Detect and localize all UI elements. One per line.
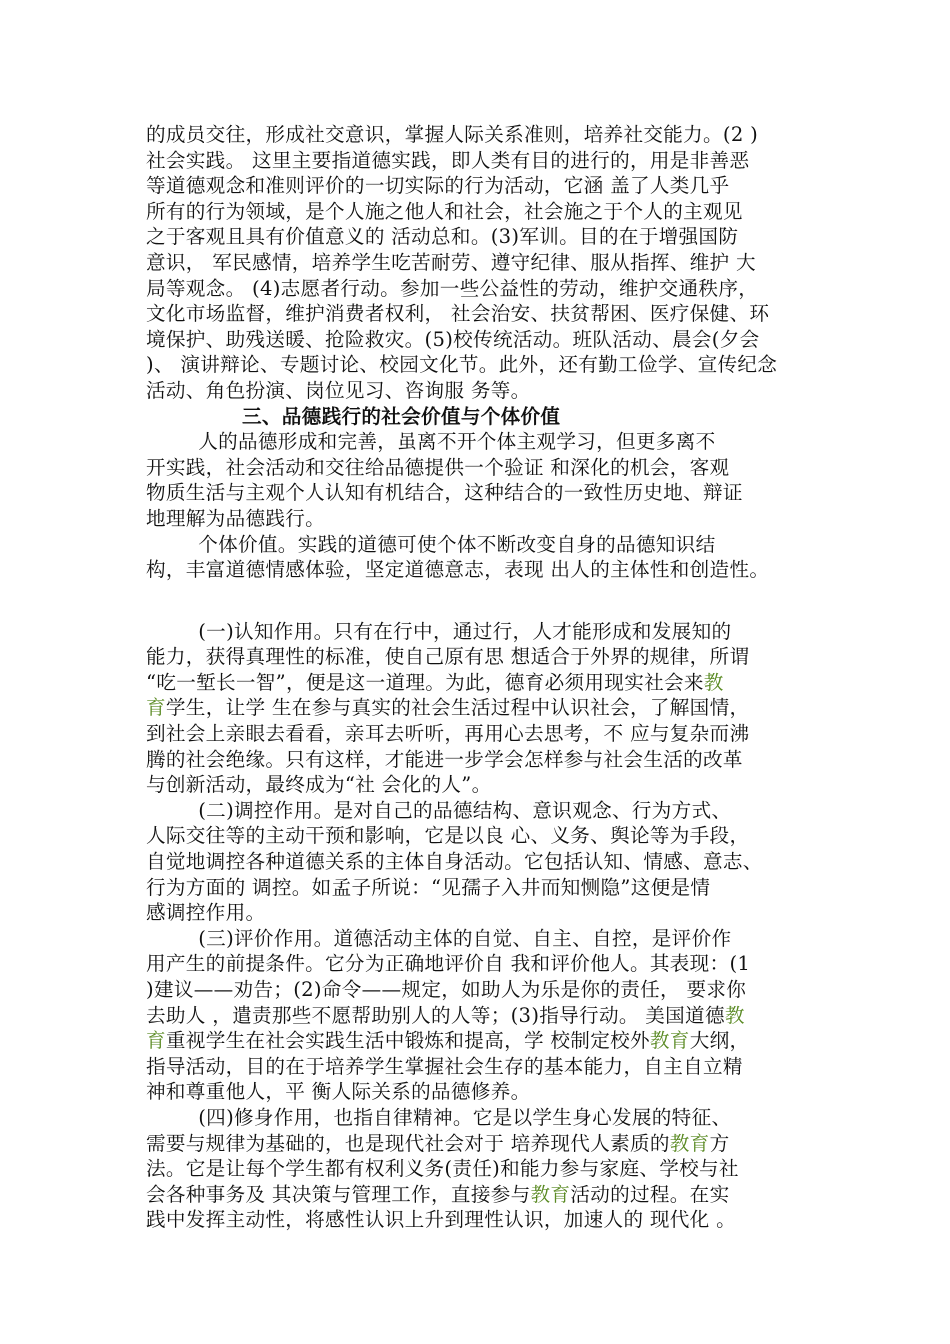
text-segment: 重视学生在社会实践生活中锻炼和提高，学 校制定校外 <box>165 1029 650 1053</box>
text-line: 等道德观念和准则评价的一切实际的行为活动，它涵 盖了人类几乎 <box>146 174 730 198</box>
text-line: 物质生活与主观个人认知有机结合，这种结合的一致性历史地、辩证 <box>146 481 743 505</box>
text-line <box>146 1131 822 1157</box>
document-body <box>146 122 822 1233</box>
text-line: 开实践，社会活动和交往给品德提供一个验证 和深化的机会，客观 <box>146 455 730 479</box>
keyword-link[interactable]: 教 <box>724 1003 745 1027</box>
text-line: 意识， 军民感情，培养学生吃苦耐劳、遵守纪律、服从指挥、维护 大 <box>146 250 756 274</box>
text-line: 践中发挥主动性，将感性认识上升到理性认识，加速人的 现代化 。 <box>146 1208 736 1232</box>
text-line: 能力，获得真理性的标准，使自己原有思 想适合于外界的规律，所谓 <box>146 645 750 669</box>
text-line: )建议——劝告；(2)命令——规定，如助人为乐是你的责任， 要求你 <box>146 978 747 1001</box>
text-line: 活动、角色扮演、岗位见习、咨询服 务等。 <box>146 378 531 402</box>
text-line <box>146 1003 822 1029</box>
text-line: 所有的行为领域，是个人施之他人和社会，社会施之于个人的主观见 <box>146 199 743 223</box>
text-line: 用产生的前提条件。它分为正确地评价自 我和评价他人。其表现：(1 <box>146 952 751 976</box>
text-line: 构，丰富道德情感体验，坚定道德意志，表现 出人的主体性和创造性。 <box>146 558 770 582</box>
text-line: 到社会上亲眼去看看，亲耳去听听，再用心去思考，不 应与复杂而沸 <box>146 722 750 746</box>
text-line <box>146 1028 822 1054</box>
text-line: 人际交往等的主动干预和影响，它是以良 心、义务、舆论等为手段， <box>146 824 750 848</box>
text-line: 自觉地调控各种道德关系的主体自身活动。它包括认知、情感、意志、 <box>146 850 763 874</box>
text-segment: 方 <box>709 1131 730 1155</box>
text-segment: 学生，让学 生在参与真实的社会生活过程中认识社会，了解国情， <box>165 696 750 720</box>
text-line: 文化市场监督，维护消费者权利， 社会治安、扶贫帮困、医疗保健、环 <box>146 302 770 326</box>
text-line: )、 演讲辩论、专题讨论、校园文化节。此外，还有勤工俭学、宣传纪念 <box>146 353 778 377</box>
text-line: 社会实践。 这里主要指道德实践，即人类有目的进行的，用是非善恶 <box>146 148 750 172</box>
text-segment: 活动的过程。在实 <box>570 1182 730 1206</box>
text-segment: 去助人 ，遣责那些不愿帮助别人的人等；(3)指导行动。 美国道德 <box>146 1003 725 1027</box>
text-line: 神和尊重他人，平 衡人际关系的品德修养。 <box>146 1080 531 1104</box>
text-line: (二)调控作用。是对自己的品德结构、意识观念、行为方式、 <box>146 798 732 822</box>
keyword-link[interactable]: 教 <box>703 670 724 694</box>
text-line <box>146 695 822 721</box>
text-line: 法。它是让每个学生都有权利义务(责任)和能力参与家庭、学校与社 <box>146 1157 739 1181</box>
text-segment: 会各种事务及 其决策与管理工作，直接参与 <box>146 1182 531 1206</box>
text-line: (一)认知作用。只有在行中，通过行，人才能形成和发展知的 <box>146 619 732 643</box>
text-line: 地理解为品德践行。 <box>146 506 326 530</box>
text-segment: 大纲， <box>689 1029 750 1053</box>
text-line: 个体价值。实践的道德可使个体不断改变自身的品德知识结 <box>146 532 716 556</box>
text-segment: 需要与规律为基础的，也是现代社会对于 培养现代人素质的 <box>146 1131 670 1155</box>
text-line: 局等观念。 (4)志愿者行动。参加一些公益性的劳动，维护交通秩序， <box>146 276 759 300</box>
text-line: (三)评价作用。道德活动主体的自觉、自主、自控，是评价作 <box>146 926 732 950</box>
text-line: 人的品德形成和完善，虽离不开个体主观学习，但更多离不 <box>146 430 716 454</box>
text-line: 与创新活动，最终成为“社 会化的人”。 <box>146 773 492 797</box>
text-line: 之于客观且具有价值意义的 活动总和。(3)军训。目的在于增强国防 <box>146 225 739 249</box>
paragraph-gap <box>146 583 822 619</box>
keyword-link[interactable]: 育 <box>146 696 166 720</box>
text-line <box>146 670 822 696</box>
text-line: 指导活动，目的在于培养学生掌握社会生存的基本能力，自主自立精 <box>146 1054 743 1078</box>
text-line: 行为方面的 调控。如孟子所说：“见孺子入井而知恻隐”这便是情 <box>146 875 711 899</box>
text-line: 腾的社会绝缘。只有这样，才能进一步学会怎样参与社会生活的改革 <box>146 747 743 771</box>
text-line <box>146 1182 822 1208</box>
text-line: 的成员交往，形成社交意识，掌握人际关系准则，培养社交能力。(2 ) <box>146 123 759 146</box>
text-line: 感调控作用。 <box>146 901 266 925</box>
text-segment: “吃一堑长一智”，便是这一道理。为此，德育必须用现实社会来 <box>146 670 704 694</box>
keyword-link[interactable]: 教育 <box>649 1029 690 1053</box>
section-heading: 三、品德践行的社会价值与个体价值 <box>242 404 561 428</box>
text-line: 境保护、助残送暖、抢险救灾。(5)校传统活动。班队活动、晨会(夕会 <box>146 327 760 351</box>
keyword-link[interactable]: 教育 <box>669 1131 710 1155</box>
keyword-link[interactable]: 教育 <box>530 1182 571 1206</box>
text-line: (四)修身作用，也指自律精神。它是以学生身心发展的特征、 <box>146 1105 732 1129</box>
keyword-link[interactable]: 育 <box>146 1029 166 1053</box>
